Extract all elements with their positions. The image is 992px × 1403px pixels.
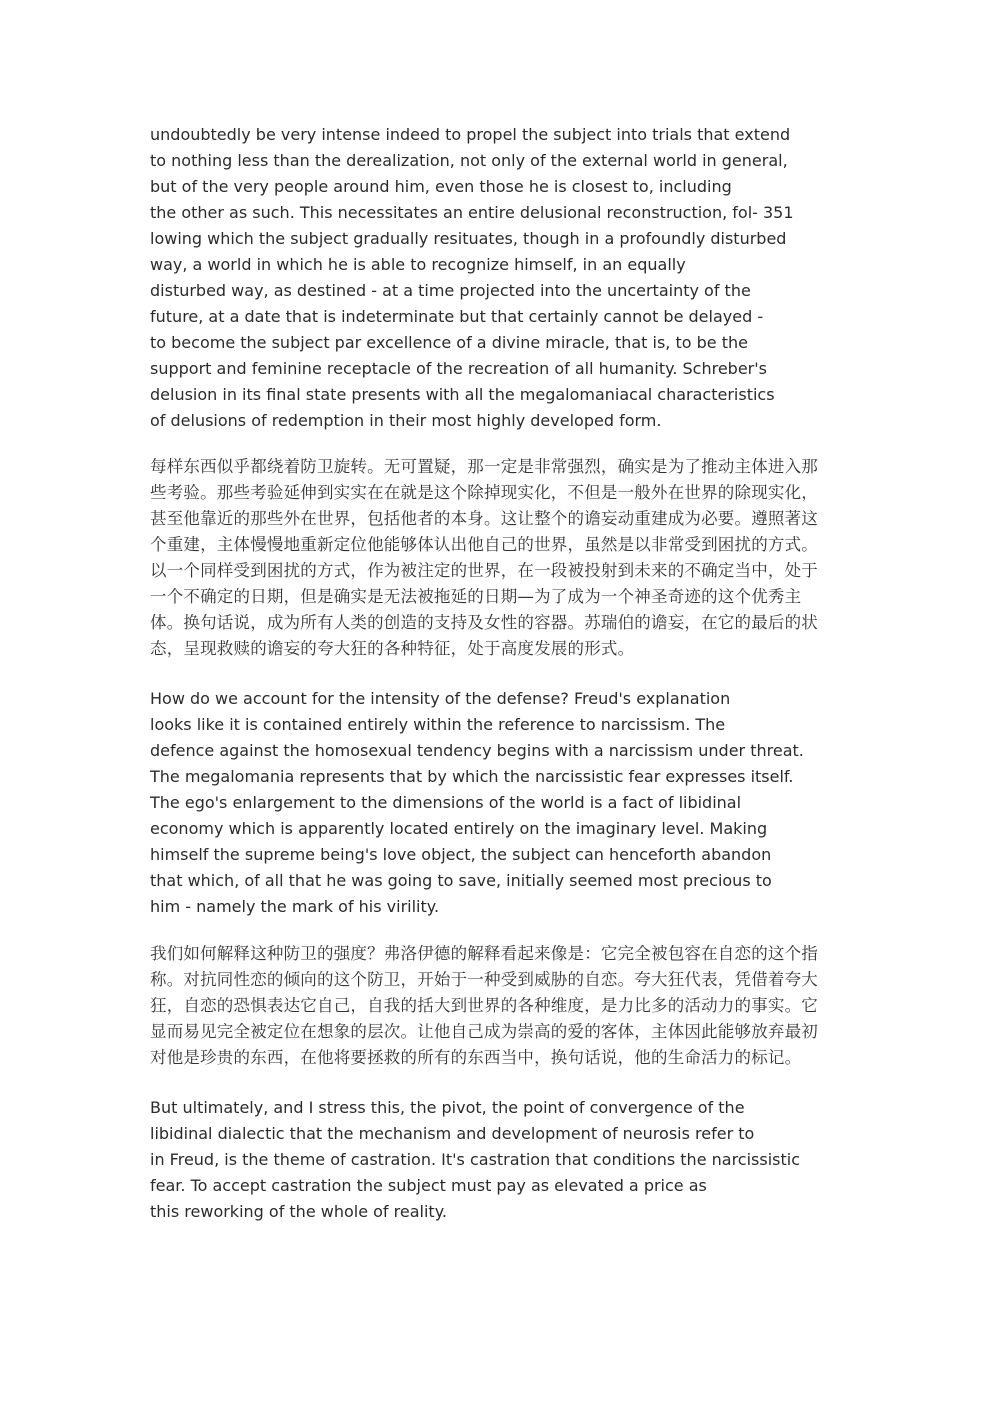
text-line: 个重建，主体慢慢地重新定位他能够体认出他自己的世界，虽然是以非常受到困扰的方式。 — [150, 535, 818, 554]
text-line: this reworking of the whole of reality. — [150, 1202, 447, 1221]
text-line: himself the supreme being's love object, the subject can henceforth abandon — [150, 845, 772, 864]
paragraph-english-2 — [150, 686, 850, 920]
text-line: the other as such. This necessitates an entire delusional reconstruction, fol- 351 — [150, 203, 794, 222]
text-line: 态，呈现救赎的谵妄的夸大狂的各种特征，处于高度发展的形式。 — [150, 639, 635, 658]
text-line: support and feminine receptacle of the recreation of all humanity. Schreber's — [150, 359, 767, 378]
paragraph-spacer — [150, 1071, 850, 1095]
text-line: undoubtedly be very intense indeed to propel the subject into trials that extend — [150, 125, 791, 144]
paragraph-spacer — [150, 662, 850, 686]
text-line: but of the very people around him, even those he is closest to, including — [150, 177, 732, 196]
text-line: to nothing less than the derealization, not only of the external world in general, — [150, 151, 788, 170]
text-line: 一个不确定的日期，但是确实是无法被拖延的日期—为了成为一个神圣奇迹的这个优秀主 — [150, 587, 802, 606]
text-line: him - namely the mark of his virility. — [150, 897, 440, 916]
paragraph-spacer — [150, 434, 850, 454]
paragraph-english-3 — [150, 1095, 850, 1225]
text-line: of delusions of redemption in their most highly developed form. — [150, 411, 662, 430]
text-line: delusion in its final state presents with all the megalomaniacal characteristics — [150, 385, 775, 404]
text-line: 些考验。那些考验延伸到实实在在就是这个除掉现实化，不但是一般外在世界的除现实化， — [150, 483, 818, 502]
text-line: 显而易见完全被定位在想象的层次。让他自己成为崇高的爱的客体，主体因此能够放弃最初 — [150, 1022, 818, 1041]
text-line: 甚至他靠近的那些外在世界，包括他者的本身。这让整个的谵妄动重建成为必要。遵照著这 — [150, 509, 818, 528]
document-page — [150, 122, 850, 1225]
text-line: to become the subject par excellence of a divine miracle, that is, to be the — [150, 333, 748, 352]
text-line: The ego's enlargement to the dimensions of the world is a fact of libidinal — [150, 793, 742, 812]
text-line: looks like it is contained entirely within the reference to narcissism. The — [150, 715, 726, 734]
paragraph-english-1 — [150, 122, 850, 434]
text-line: lowing which the subject gradually resituates, though in a profoundly disturbed — [150, 229, 787, 248]
paragraph-spacer — [150, 920, 850, 941]
text-line: The megalomania represents that by which the narcissistic fear expresses itself. — [150, 767, 794, 786]
text-line: 每样东西似乎都绕着防卫旋转。无可置疑，那一定是非常强烈，确实是为了推动主体进入那 — [150, 457, 818, 476]
text-line: future, at a date that is indeterminate but that certainly cannot be delayed - — [150, 307, 764, 326]
text-line: 对他是珍贵的东西，在他将要拯救的所有的东西当中，换句话说，他的生命活力的标记。 — [150, 1048, 802, 1067]
text-line: disturbed way, as destined - at a time projected into the uncertainty of the — [150, 281, 751, 300]
text-line: 以一个同样受到困扰的方式，作为被注定的世界，在一段被投射到未来的不确定当中，处于 — [150, 561, 818, 580]
text-line: How do we account for the intensity of the defense? Freud's explanation — [150, 689, 731, 708]
text-line: in Freud, is the theme of castration. It's castration that conditions the narcissistic — [150, 1150, 800, 1169]
text-line: that which, of all that he was going to save, initially seemed most precious to — [150, 871, 772, 890]
text-line: 体。换句话说，成为所有人类的创造的支持及女性的容器。苏瑞伯的谵妄，在它的最后的状 — [150, 613, 818, 632]
paragraph-chinese-2 — [150, 941, 850, 1071]
text-line: 狂，自恋的恐惧表达它自己，自我的括大到世界的各种维度，是力比多的活动力的事实。它 — [150, 996, 818, 1015]
text-line: defence against the homosexual tendency begins with a narcissism under threat. — [150, 741, 804, 760]
text-line: economy which is apparently located entirely on the imaginary level. Making — [150, 819, 768, 838]
text-line: fear. To accept castration the subject must pay as elevated a price as — [150, 1176, 707, 1195]
text-line: way, a world in which he is able to recognize himself, in an equally — [150, 255, 686, 274]
paragraph-chinese-1 — [150, 454, 850, 662]
text-line: libidinal dialectic that the mechanism and development of neurosis refer to — [150, 1124, 755, 1143]
text-line: But ultimately, and I stress this, the pivot, the point of convergence of the — [150, 1098, 745, 1117]
text-line: 称。对抗同性恋的倾向的这个防卫，开始于一种受到威胁的自恋。夸大狂代表，凭借着夸大 — [150, 970, 818, 989]
text-line: 我们如何解释这种防卫的强度？弗洛伊德的解释看起来像是：它完全被包容在自恋的这个指 — [150, 944, 818, 963]
